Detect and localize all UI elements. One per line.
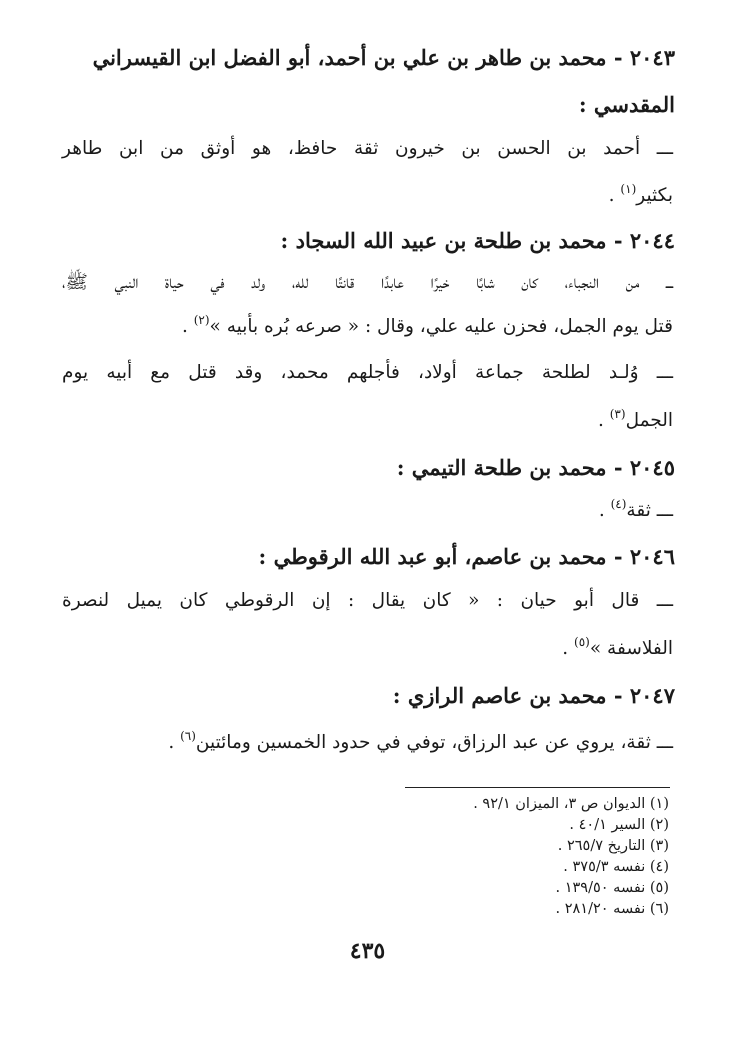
body-text: ـــ أحمد بن الحسن بن خيرون ثقة حافظ، هو أوثق من ابن طاهر (62, 138, 673, 159)
footnote-4: (٤) نفسه ٣٧٥/٣ . (563, 859, 669, 875)
heading-text: ٢٠٤٣ - محمد بن طاهر بن علي بن أحمد، أبو الفضل ابن القيسراني (92, 45, 675, 70)
entry-2044-heading (60, 228, 675, 253)
body-text: ـــ وُلـد لطلحة جماعة أولاد، فأجلهم محمد، وقد قتل مع أبيه يوم (62, 362, 673, 383)
body-text: بكثير (636, 185, 673, 206)
footnote-1: (١) الديوان ص ٣، الميزان ٩٢/١ . (473, 796, 669, 812)
heading-text: ٢٠٤٧ - محمد بن عاصم الرازي : (392, 683, 675, 708)
entry-2043-body-line2 (62, 182, 673, 206)
footnote-divider (405, 787, 670, 788)
footnote-ref: (٣) (609, 407, 626, 421)
heading-text: ٢٠٤٤ - محمد بن طلحة بن عبيد الله السجاد : (280, 228, 675, 253)
entry-2046-body-line2 (62, 635, 673, 659)
page-number: ٤٣٥ (349, 938, 386, 964)
entry-2044-body-line1 (62, 272, 673, 298)
body-text: ـــ من النجباء، كان شابًا خيرًا عابدًا قانتًا لله، ولد في حياة النبي ﷺ، (62, 272, 673, 293)
entry-2046-heading (60, 544, 675, 569)
entry-2044-body-line2 (62, 313, 673, 337)
entry-2044-body-line3 (62, 362, 673, 383)
footnote-2: (٢) السير ٤٠/١ . (569, 817, 669, 833)
body-text: قتل يوم الجمل، فحزن عليه علي، وقال : « صرعه بُره بأبيه » (209, 316, 673, 337)
body-text-tail: . (608, 185, 621, 206)
entry-2045-body-line1 (62, 497, 673, 521)
footnote-ref: (٦) (180, 729, 196, 743)
footnote-ref: (٥) (574, 635, 590, 649)
body-text: الجمل (625, 410, 673, 431)
entry-2043-heading-line1 (60, 45, 675, 70)
entry-2046-body-line1 (62, 590, 673, 611)
entry-2043-heading-line2 (60, 92, 675, 117)
footnote-ref: (٤) (610, 497, 627, 511)
heading-text: ٢٠٤٦ - محمد بن عاصم، أبو عبد الله الرقوطي : (258, 544, 675, 569)
entry-2047-body-line1 (62, 729, 673, 753)
footnote-ref: (١) (620, 182, 637, 196)
entry-2044-body-line4 (62, 407, 673, 431)
body-text-tail: . (168, 732, 181, 753)
body-text-tail: . (598, 500, 611, 521)
footnote-5: (٥) نفسه ١٣٩/٥٠ . (555, 880, 669, 896)
footnote-ref: (٢) (193, 313, 210, 327)
footnote-3: (٣) التاريخ ٢٦٥/٧ . (557, 838, 669, 854)
body-text: ـــ قال أبو حيان : « كان يقال : إن الرقوطي كان يميل لنصرة (62, 590, 673, 611)
body-text: ـــ ثقة (626, 500, 673, 521)
body-text: ـــ ثقة، يروي عن عبد الرزاق، توفي في حدود الخمسين ومائتين (195, 732, 673, 753)
heading-text: ٢٠٤٥ - محمد بن طلحة التيمي : (396, 455, 675, 480)
body-text-tail: . (181, 316, 194, 337)
body-text: الفلاسفة » (589, 638, 673, 659)
entry-2047-heading (60, 683, 675, 708)
heading-text: المقدسي : (578, 92, 675, 117)
entry-2043-body-line1 (62, 138, 673, 159)
body-text-tail: . (562, 638, 575, 659)
entry-2045-heading (60, 455, 675, 480)
footnote-6: (٦) نفسه ٢٨١/٢٠ . (555, 901, 669, 917)
body-text-tail: . (597, 410, 610, 431)
